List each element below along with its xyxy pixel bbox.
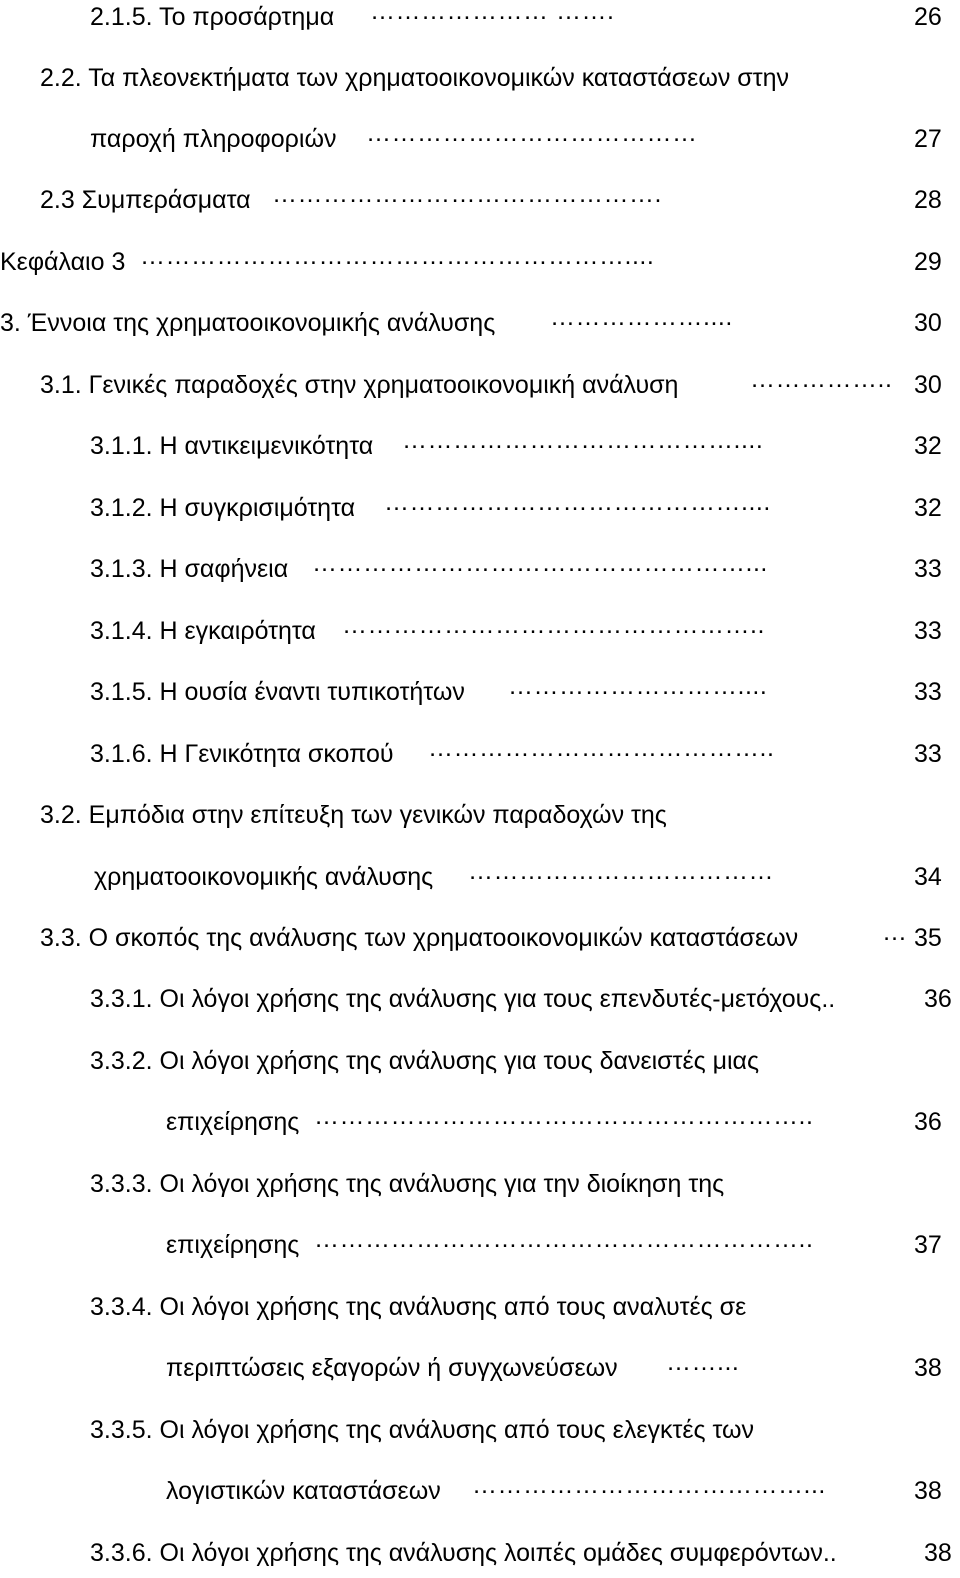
toc-entry-page: 28	[914, 186, 942, 214]
toc-entry[interactable]	[0, 982, 960, 1016]
toc-entry[interactable]	[0, 672, 960, 709]
toc-entry[interactable]	[0, 1536, 960, 1570]
toc-entry-title: 3.3. Ο σκοπός της ανάλυσης των χρηματοοικονομικών καταστάσεων	[40, 924, 799, 952]
toc-entry-page: 38	[914, 1477, 942, 1505]
toc-entry-leader: …………………………………………………..	[314, 1225, 814, 1253]
toc-entry-page: 33	[914, 617, 942, 645]
toc-entry-title: 3.3.5. Οι λόγοι χρήσης της ανάλυσης από τους ελεγκτές των	[90, 1416, 755, 1444]
toc-entry[interactable]	[0, 798, 960, 832]
toc-entry-page: 32	[914, 432, 942, 460]
toc-entry-title: 3.1.4. Η εγκαιρότητα	[90, 617, 316, 645]
toc-entry-leader: …………………………………..	[428, 734, 775, 762]
toc-entry[interactable]	[0, 119, 960, 156]
toc-entry-title: 3.1.3. Η σαφήνεια	[90, 555, 289, 583]
toc-entry-title: επιχείρησης	[166, 1231, 300, 1259]
toc-entry-leader: …………………………………....	[402, 426, 764, 454]
toc-entry-page: 32	[914, 494, 942, 522]
toc-entry-page: 37	[914, 1231, 942, 1259]
toc-entry[interactable]	[0, 61, 960, 95]
toc-entry-leader: …………………………………	[366, 119, 698, 147]
toc-entry-title: χρηματοοικονομικής ανάλυσης	[94, 863, 434, 891]
toc-entry-title: 3.1.5. Η ουσία έναντι τυπικοτήτων	[90, 678, 465, 706]
toc-entry-leader: ………………… …….	[370, 0, 615, 25]
toc-entry-page: 30	[914, 371, 942, 399]
toc-entry-page: 33	[914, 678, 942, 706]
toc-entry-page: 33	[914, 555, 942, 583]
toc-entry[interactable]	[0, 1225, 960, 1262]
toc-entry[interactable]	[0, 1102, 960, 1139]
toc-entry-leader: ……………..	[750, 365, 893, 393]
toc-entry[interactable]	[0, 1290, 960, 1324]
toc-entry[interactable]	[0, 1044, 960, 1078]
toc-entry-title: 3.3.2. Οι λόγοι χρήσης της ανάλυσης για τους δανειστές μιας	[90, 1047, 760, 1075]
toc-entry-leader: …………………………………...	[472, 1471, 826, 1499]
toc-entry[interactable]	[0, 1413, 960, 1447]
toc-entry[interactable]	[0, 488, 960, 525]
toc-entry[interactable]	[0, 549, 960, 586]
toc-entry[interactable]	[0, 734, 960, 771]
toc-entry[interactable]	[0, 426, 960, 463]
toc-entry-page: 33	[914, 740, 942, 768]
toc-entry-title: επιχείρησης	[166, 1108, 300, 1136]
toc-entry-page: 27	[914, 125, 942, 153]
toc-entry-title: παροχή πληροφοριών	[90, 125, 337, 153]
toc-entry-title: 3. Έννοια της χρηματοοικονομικής ανάλυσης	[0, 309, 496, 337]
toc-entry-leader: …	[882, 918, 908, 946]
toc-entry-leader: …………………………………………………..	[314, 1102, 814, 1130]
toc-entry-title: περιπτώσεις εξαγορών ή συγχωνεύσεων	[166, 1354, 618, 1382]
toc-entry-leader: …………………………………………..	[342, 611, 765, 639]
toc-entry-page: 29	[914, 248, 942, 276]
toc-entry-leader: …………………………………………………....	[140, 242, 655, 270]
toc-entry[interactable]	[0, 180, 960, 217]
toc-entry[interactable]	[0, 1348, 960, 1385]
toc-entry-leader: ……………………………………….	[272, 180, 662, 208]
toc-entry[interactable]	[0, 303, 960, 340]
toc-entry[interactable]	[0, 242, 960, 279]
toc-entry-page: 36	[924, 985, 952, 1013]
toc-entry-title: 3.3.6. Οι λόγοι χρήσης της ανάλυσης λοιπές ομάδες συμφερόντων..	[90, 1539, 837, 1567]
toc-entry-title: 3.1.2. Η συγκρισιμότητα	[90, 494, 356, 522]
toc-entry-page: 30	[914, 309, 942, 337]
toc-entry-leader: ………………………....	[508, 672, 768, 700]
toc-entry-title: 2.2. Τα πλεονεκτήματα των χρηματοοικονομικών καταστάσεων στην	[40, 64, 789, 92]
toc-entry-title: 3.1.6. Η Γενικότητα σκοπού	[90, 740, 394, 768]
toc-entry-title: 2.1.5. Το προσάρτημα	[90, 3, 335, 31]
toc-entry-title: 3.3.1. Οι λόγοι χρήσης της ανάλυσης για τους επενδυτές-μετόχους..	[90, 985, 836, 1013]
toc-entry-title: λογιστικών καταστάσεων	[166, 1477, 441, 1505]
toc-entry[interactable]	[0, 918, 960, 955]
toc-entry-title: 3.3.3. Οι λόγοι χρήσης της ανάλυσης για την διοίκηση της	[90, 1170, 725, 1198]
toc-entry[interactable]	[0, 1167, 960, 1201]
toc-entry-page: 36	[914, 1108, 942, 1136]
toc-entry-leader: ………………………………	[468, 857, 774, 885]
toc-entry-page: 26	[914, 3, 942, 31]
toc-entry[interactable]	[0, 611, 960, 648]
toc-entry-title: 3.3.4. Οι λόγοι χρήσης της ανάλυσης από τους αναλυτές σε	[90, 1293, 747, 1321]
toc-entry[interactable]	[0, 1471, 960, 1508]
toc-entry-page: 35	[914, 924, 942, 952]
toc-entry[interactable]	[0, 857, 960, 894]
toc-entry-leader: ……...	[666, 1348, 740, 1376]
toc-entry-title: 3.1. Γενικές παραδοχές στην χρηματοοικονομική ανάλυση	[40, 371, 679, 399]
toc-entry[interactable]	[0, 365, 960, 402]
toc-entry-title: 3.1.1. Η αντικειμενικότητα	[90, 432, 374, 460]
toc-entry-page: 38	[924, 1539, 952, 1567]
toc-entry-title: Κεφάλαιο 3	[0, 248, 126, 276]
toc-entry-title: 2.3 Συμπεράσματα	[40, 186, 251, 214]
toc-entry-page: 34	[914, 863, 942, 891]
toc-entry-title: 3.2. Εμπόδια στην επίτευξη των γενικών παραδοχών της	[40, 801, 667, 829]
toc-entry-leader: ……………………………………………...	[312, 549, 768, 577]
toc-entry-leader: ………………....	[550, 303, 733, 331]
toc-entry-page: 38	[914, 1354, 942, 1382]
toc-entry-leader: ……………………………………....	[384, 488, 771, 516]
toc-entry[interactable]	[0, 0, 960, 34]
